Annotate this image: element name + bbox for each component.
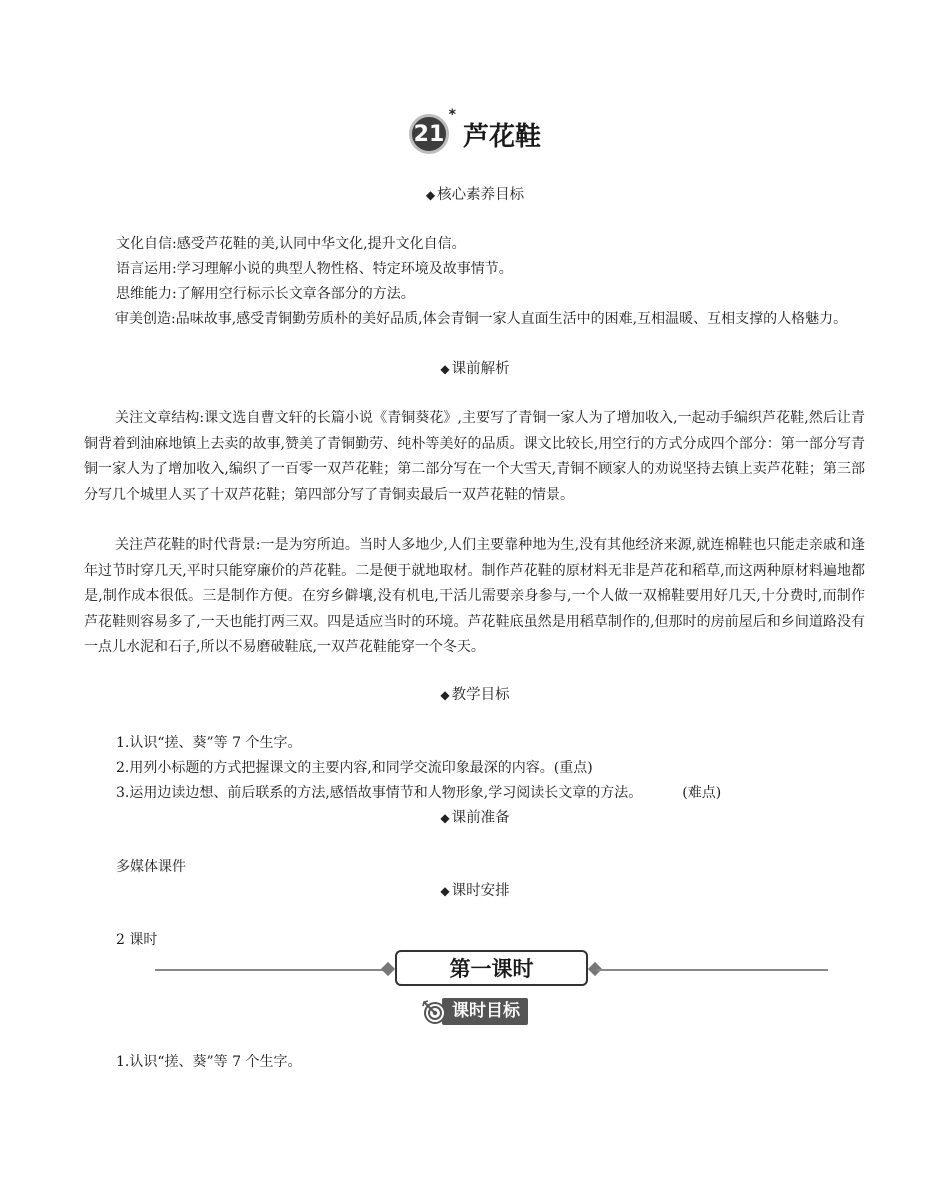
section-analysis-title: 课前解析 (451, 361, 510, 377)
section-teaching-heading (0, 683, 950, 704)
target-icon (422, 1000, 446, 1024)
lesson-goal-item: 1.认识“搓、葵”等 7 个生字。 (116, 1054, 302, 1070)
teaching-goal-1 (116, 731, 301, 755)
banner-dot-left (381, 962, 395, 976)
section-schedule-title: 课时安排 (451, 883, 510, 899)
lesson-number-badge (409, 107, 456, 154)
banner-rule-left (155, 969, 387, 971)
section-prep-heading (0, 806, 950, 827)
lesson-number: 21 (413, 121, 445, 147)
star-mark: * (448, 107, 456, 123)
teaching-goal-3 (116, 781, 721, 805)
schedule-content: 2 课时 (116, 932, 158, 948)
first-lesson-title: 第一课时 (395, 950, 588, 986)
lesson-title: 芦花鞋 (462, 121, 541, 152)
core-item-aesthetic: 审美创造:品味故事,感受青铜勤劳质朴的美好品质,体会青铜一家人直面生活中的困难,互相温暖、互相支撑的人格魅力。 (115, 311, 848, 327)
core-item-culture: 文化自信:感受芦花鞋的美,认同中华文化,提升文化自信。 (116, 236, 466, 252)
prep-content: 多媒体课件 (116, 859, 186, 875)
section-teaching-title: 教学目标 (451, 687, 510, 703)
section-core-title: 核心素养目标 (437, 187, 525, 203)
diamond-icon: ◆ (425, 188, 436, 202)
lesson-title-block (0, 107, 950, 154)
diamond-icon: ◆ (440, 688, 450, 702)
core-item-language: 语言运用:学习理解小说的典型人物性格、特定环境及故事情节。 (116, 261, 513, 277)
diamond-icon: ◆ (440, 884, 450, 898)
teaching-goal-2 (116, 756, 593, 780)
lesson-goal-badge (0, 998, 950, 1025)
banner-rule-right (596, 969, 828, 971)
diamond-icon: ◆ (440, 811, 450, 825)
section-schedule-heading (0, 879, 950, 900)
analysis-paragraph-background: 关注芦花鞋的时代背景:一是为穷所迫。当时人多地少,人们主要靠种地为生,没有其他经济来源,就连棉鞋也只能走亲戚和逢年过节时穿几天,平时只能穿廉价的芦花鞋。二是便于就地取材。制作芦花鞋的原材料无非是芦花和稻草,而这两种原材料遍地都是,制作成本很低。三是制作方便。在穷乡僻壤,没有机电,干活儿需要亲身参与,一个人做一双棉鞋要用好几天,十分费时,而制作芦花鞋则容易多了,一天也能打两三双。四是适应当时的环境。芦花鞋底虽然是用稻草制作的,但那时的房前屋后和乡间道路没有一点儿水泥和石子,所以不易磨破鞋底,一双芦花鞋能穿一个冬天。 (84, 537, 865, 655)
lesson-goal-label: 课时目标 (442, 998, 528, 1025)
teaching-goal-2-text: 2.用列小标题的方式把握课文的主要内容,和同学交流印象最深的内容。(重点) (116, 760, 593, 776)
teaching-goal-1-text: 1.认识“搓、葵”等 7 个生字。 (116, 735, 302, 751)
lesson-goal-badge-inner (422, 998, 528, 1025)
section-prep-title: 课前准备 (451, 810, 510, 826)
difficulty-tag: (难点) (682, 785, 722, 801)
diamond-icon: ◆ (440, 362, 450, 376)
analysis-paragraph-structure: 关注文章结构:课文选自曹文轩的长篇小说《青铜葵花》,主要写了青铜一家人为了增加收入,一起动手编织芦花鞋,然后让青铜背着到油麻地镇上去卖的故事,赞美了青铜勤劳、纯朴等美好的品质。课文比较长,用空行的方式分成四个部分：第一部分写青铜一家人为了增加收入,编织了一百零一双芦花鞋；第二部分写在一个大雪天,青铜不顾家人的劝说坚持去镇上卖芦花鞋；第三部分写几个城里人买了十双芦花鞋；第四部分写了青铜卖最后一双芦花鞋的情景。 (84, 410, 865, 503)
first-lesson-banner (155, 950, 828, 990)
core-item-thinking: 思维能力:了解用空行标示长文章各部分的方法。 (116, 286, 415, 302)
section-analysis-heading (0, 357, 950, 378)
section-core-heading (0, 183, 950, 204)
teaching-goal-3-text: 3.运用边读边想、前后联系的方法,感悟故事情节和人物形象,学习阅读长文章的方法。 (116, 785, 643, 801)
